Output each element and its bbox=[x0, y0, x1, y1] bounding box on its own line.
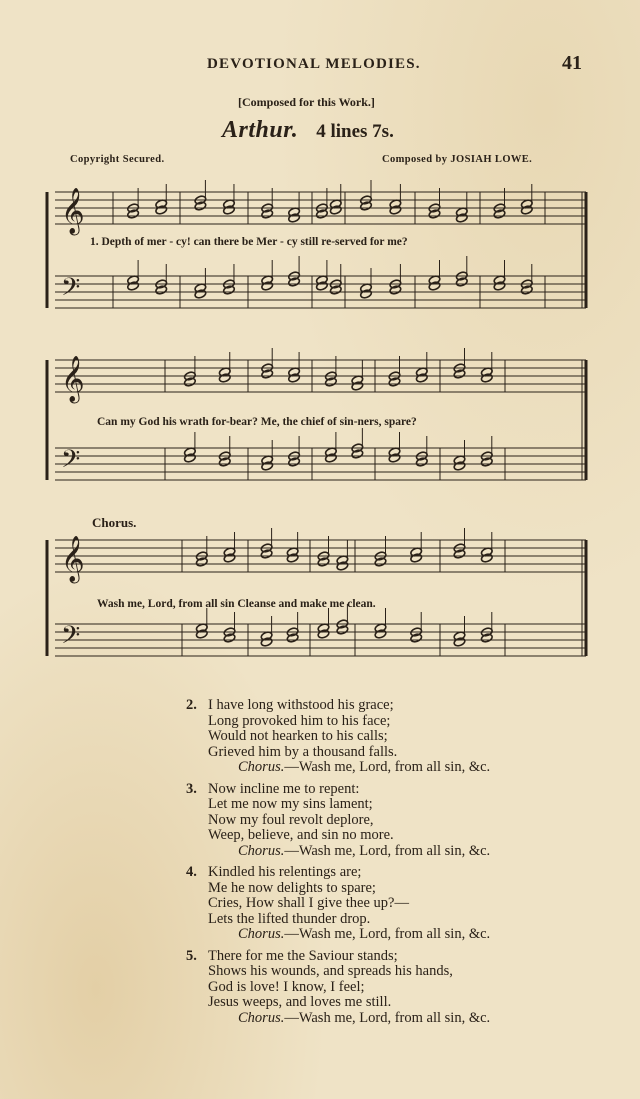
stanza-line: Grieved him by a thousand falls. bbox=[208, 743, 398, 760]
hymn-meter: 4 lines 7s. bbox=[316, 121, 394, 142]
stanza-chorus: Chorus.—Wash me, Lord, from all sin, &c. bbox=[238, 1009, 491, 1026]
bass-clef-icon: 𝄢 bbox=[61, 621, 81, 656]
stanza-line: Let me now my sins lament; bbox=[208, 796, 373, 812]
stanzas bbox=[186, 698, 490, 1032]
composed-note: [Composed for this Work.] bbox=[238, 95, 375, 109]
stanza-line: Shows his wounds, and spreads his hands, bbox=[208, 963, 453, 979]
stanza-line: Weep, believe, and sin no more. bbox=[208, 827, 394, 843]
stanza-line: Jesus weeps, and loves me still. bbox=[208, 994, 392, 1010]
stanza-line: 2. I have long withstood his grace; bbox=[186, 697, 394, 713]
running-title: DEVOTIONAL MELODIES. bbox=[207, 56, 421, 72]
music-system-2 bbox=[0, 348, 640, 508]
stanza-number: 5. bbox=[186, 947, 197, 964]
stanza-4 bbox=[186, 865, 490, 943]
stanza-line: Now my foul revolt deplore, bbox=[208, 811, 374, 828]
stanza-chorus: Chorus.—Wash me, Lord, from all sin, &c. bbox=[238, 842, 491, 859]
lyric-line-3: Wash me, Lord, from all sin Cleanse and make me clean. bbox=[97, 598, 376, 610]
stanza-3 bbox=[186, 782, 490, 860]
bass-clef-icon: 𝄢 bbox=[61, 273, 81, 308]
stanza-line: Would not hearken to his calls; bbox=[208, 728, 388, 744]
composer-credit: Composed by JOSIAH LOWE. bbox=[382, 154, 533, 165]
stanza-line: Cries, How shall I give thee up?— bbox=[208, 895, 409, 911]
stanza-chorus: Chorus.—Wash me, Lord, from all sin, &c. bbox=[238, 926, 491, 942]
copyright-notice: Copyright Secured. bbox=[70, 154, 165, 165]
page-number: 41 bbox=[562, 52, 582, 74]
lyric-line-1: 1. Depth of mer - cy! can there be Mer - cy still re-served for me? bbox=[90, 236, 408, 248]
hymn-title-row bbox=[222, 117, 394, 144]
stanza-line: 5. There for me the Saviour stands; bbox=[186, 947, 398, 964]
treble-clef-icon: 𝄞 bbox=[61, 188, 85, 234]
stanza-line: God is love! I know, I feel; bbox=[208, 978, 365, 995]
bass-clef-icon: 𝄢 bbox=[61, 445, 81, 480]
stanza-line: Me he now delights to spare; bbox=[208, 879, 376, 896]
stanza-line: 3. Now incline me to repent: bbox=[186, 780, 360, 797]
stanza-number: 3. bbox=[186, 780, 197, 797]
stanza-line: Long provoked him to his face; bbox=[208, 712, 391, 729]
treble-clef-icon: 𝄞 bbox=[61, 356, 85, 402]
music-system-1 bbox=[0, 180, 640, 320]
stanza-number: 2. bbox=[186, 697, 197, 713]
hymn-name: Arthur. bbox=[222, 117, 299, 143]
stanza-line: 4. Kindled his relentings are; bbox=[186, 864, 362, 880]
stanza-chorus: Chorus.—Wash me, Lord, from all sin, &c. bbox=[238, 759, 491, 775]
stanza-number: 4. bbox=[186, 864, 197, 880]
treble-clef-icon: 𝄞 bbox=[61, 536, 85, 582]
lyric-line-2: Can my God his wrath for-bear? Me, the chief of sin-ners, spare? bbox=[97, 416, 417, 428]
stanza-line: Lets the lifted thunder drop. bbox=[208, 910, 371, 927]
chorus-label: Chorus. bbox=[92, 515, 137, 530]
stanza-2 bbox=[186, 698, 490, 776]
stanza-5 bbox=[186, 949, 490, 1027]
running-head bbox=[0, 52, 640, 80]
